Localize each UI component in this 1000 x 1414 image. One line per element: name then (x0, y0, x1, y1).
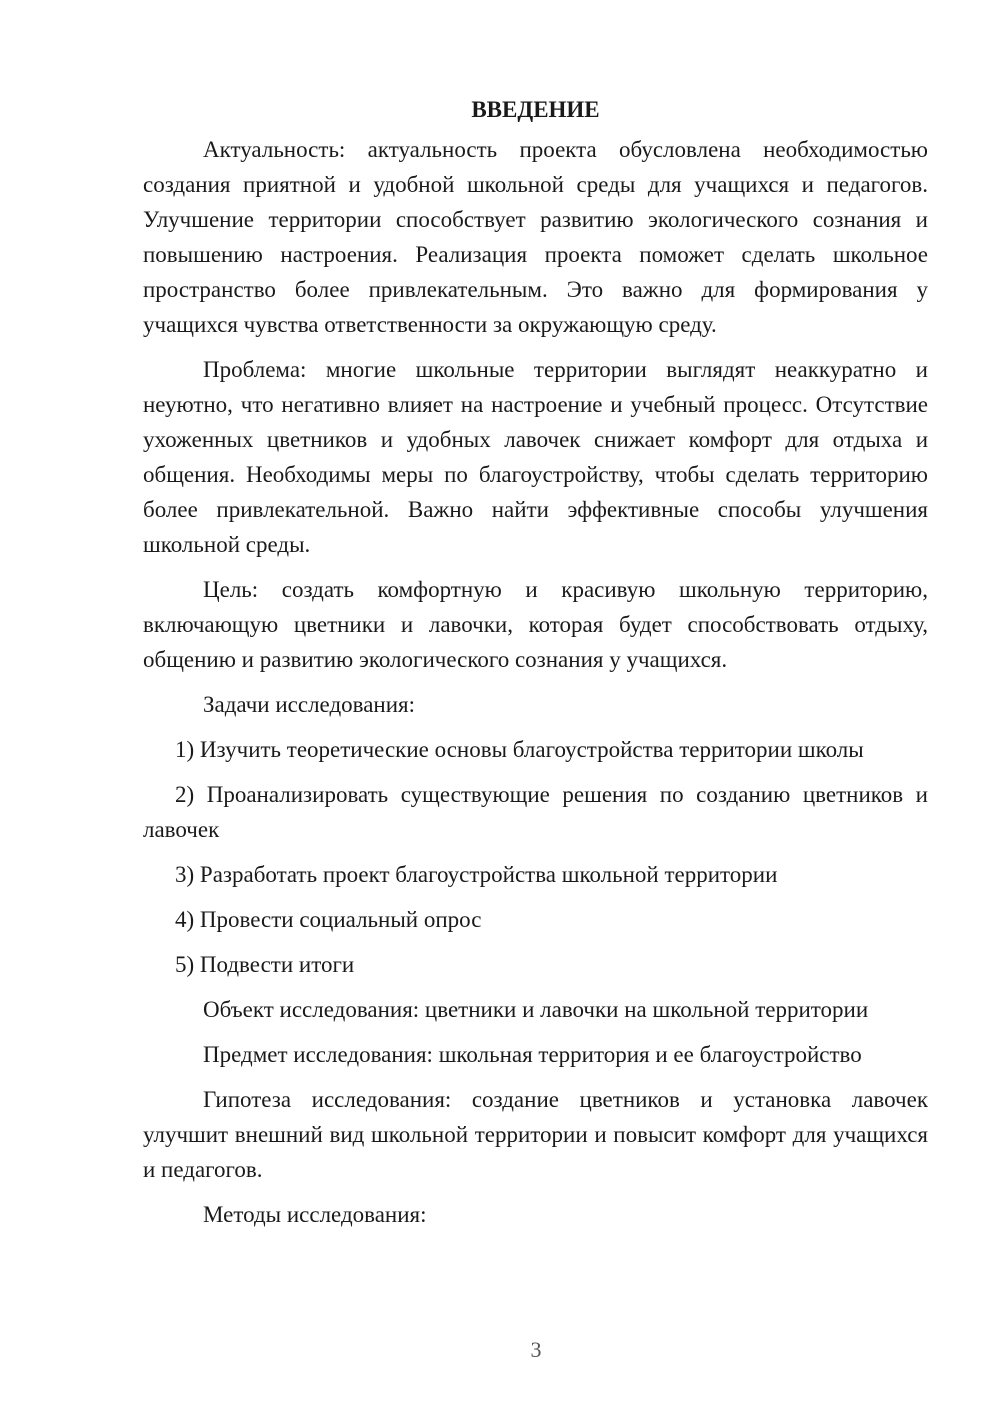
research-hypothesis: Гипотеза исследования: создание цветников и установка лавочек улучшит внешний вид школьной территории и повысит комфорт для учащихся и педагогов. (143, 1087, 928, 1182)
task-item: 1) Изучить теоретические основы благоустройства территории школы (175, 737, 864, 762)
task-item: 3) Разработать проект благоустройства школьной территории (175, 862, 778, 887)
research-subject: Предмет исследования: школьная территория и ее благоустройство (203, 1042, 862, 1067)
tasks-list (143, 732, 928, 982)
page-number: 3 (530, 1337, 542, 1362)
relevance-paragraph: Актуальность: актуальность проекта обусловлена необходимостью создания приятной и удобной школьной среды для учащихся и педагогов. Улучшение территории способствует развитию экологического сознания и повышению настроения. Реализация проекта поможет сделать школьное пространство более привлекательным. Это важно для формирования у учащихся чувства ответственности за окружающую среду. (143, 137, 928, 337)
task-item: 2) Проанализировать существующие решения по созданию цветников и лавочек (143, 782, 928, 842)
problem-paragraph: Проблема: многие школьные территории выглядят неаккуратно и неуютно, что негативно влияет на настроение и учебный процесс. Отсутствие ухоженных цветников и удобных лавочек снижает комфорт для отдыха и общения. Необходимы меры по благоустройству, чтобы сделать территорию более привлекательной. Важно найти эффективные способы улучшения школьной среды. (143, 357, 928, 557)
section-title: ВВЕДЕНИЕ (471, 97, 600, 122)
research-object: Объект исследования: цветники и лавочки на школьной территории (203, 997, 869, 1022)
methods-heading: Методы исследования: (203, 1202, 427, 1227)
tasks-heading: Задачи исследования: (203, 692, 416, 717)
goal-paragraph: Цель: создать комфортную и красивую школьную территорию, включающую цветники и лавочки, которая будет способствовать отдыху, общению и развитию экологического сознания у учащихся. (143, 577, 928, 672)
task-item: 5) Подвести итоги (175, 952, 355, 977)
task-item: 4) Провести социальный опрос (175, 907, 482, 932)
page-content (143, 92, 928, 1242)
